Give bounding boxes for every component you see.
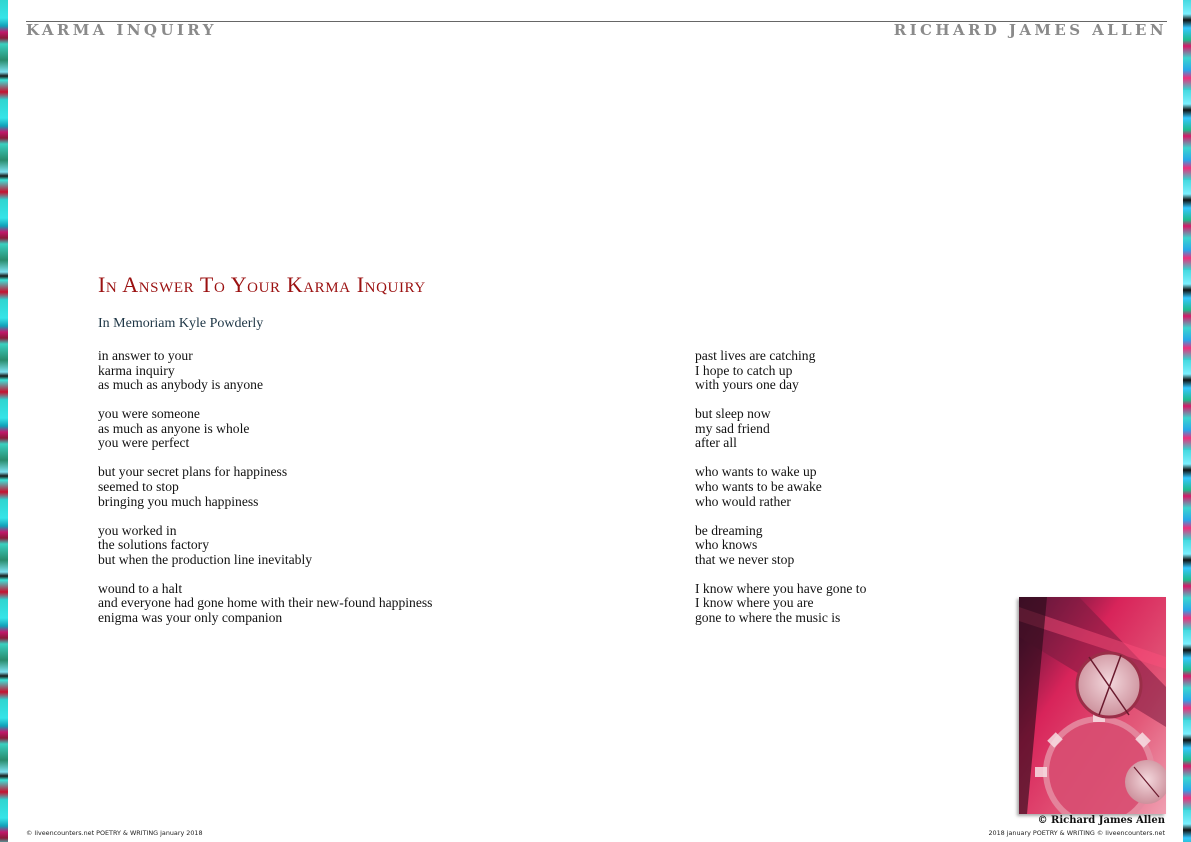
footer-copyright-left: © liveencounters.net POETRY & WRITING january 2018 [26,829,203,837]
poem-line: that we never stop [695,551,795,567]
poem-line: you were someone [98,406,200,422]
poem-line: and everyone had gone home with their new-found happiness [98,595,433,611]
footer-copyright-right: 2018 january POETRY & WRITING © liveencounters.net [988,829,1165,837]
poem-line: my sad friend [695,420,770,436]
poem-line: bringing you much happiness [98,493,259,509]
poem-line: with yours one day [695,377,799,393]
stanza [695,524,1015,568]
poem-line: but your secret plans for happiness [98,464,288,480]
poem-line: who wants to wake up [695,464,817,480]
poem-line: gone to where the music is [695,609,841,625]
stanza [695,465,1015,509]
poem-line: be dreaming [695,522,763,538]
poem-line: after all [695,435,737,451]
poem-line: seemed to stop [98,478,179,494]
poem-line: but when the production line inevitably [98,551,313,567]
author-name: RICHARD JAMES ALLEN [893,21,1167,39]
stanza [695,407,1015,451]
poem-column-left [98,349,618,640]
poem-line: I know where you are [695,595,814,611]
stanza [98,465,618,509]
poem-line: the solutions factory [98,537,209,553]
poem-line: who would rather [695,493,791,509]
poem-line: who wants to be awake [695,478,822,494]
stanza [695,349,1015,393]
stanza [98,407,618,451]
poem-line: but sleep now [695,406,771,422]
poem-line: who knows [695,537,758,553]
section-title: KARMA INQUIRY [26,21,217,39]
poem-line: as much as anybody is anyone [98,377,263,393]
poem-line: you worked in [98,522,177,538]
poem-line: enigma was your only companion [98,609,283,625]
poem-column-right [695,349,1015,640]
image-credit: © Richard James Allen [1037,815,1165,826]
poem-line: I hope to catch up [695,362,793,378]
poem-line: in answer to your [98,348,193,363]
stanza [98,349,618,393]
decorative-right-edge [1183,0,1191,842]
stanza [695,582,1015,626]
stanza [98,524,618,568]
poem-dedication: In Memoriam Kyle Powderly [98,316,264,331]
poem-line: karma inquiry [98,362,175,378]
poem-line: past lives are catching [695,348,816,363]
poem-title: In Answer To Your Karma Inquiry [98,272,426,297]
poem-line: as much as anyone is whole [98,420,250,436]
poem-line: you were perfect [98,435,190,451]
decorative-left-edge [0,0,8,842]
poem-line: wound to a halt [98,580,183,596]
gears-artwork-image [1019,597,1166,814]
poem-line: I know where you have gone to [695,580,867,596]
stanza [98,582,618,626]
